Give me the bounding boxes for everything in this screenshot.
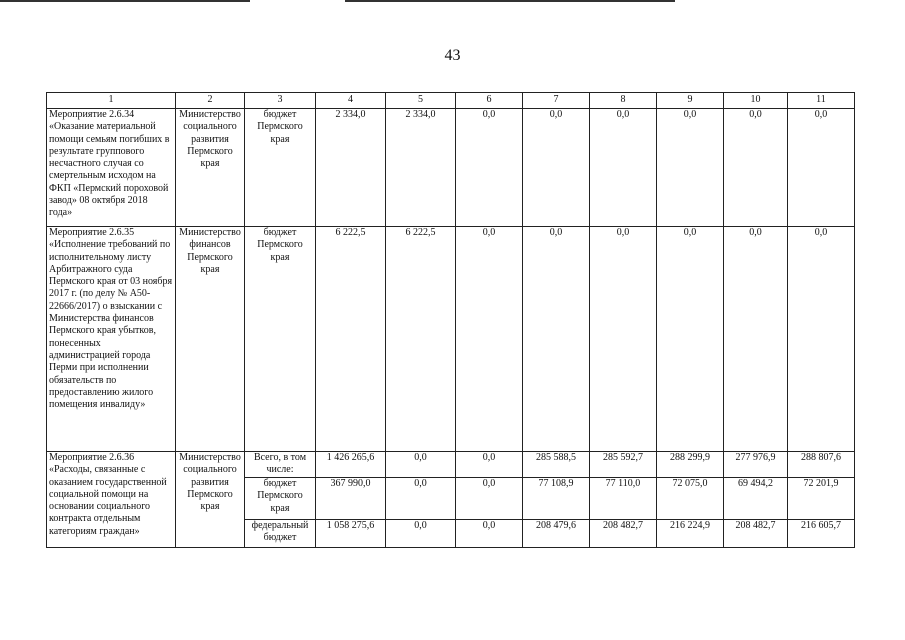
value-cell: 6 222,5 [316, 227, 386, 452]
header-cell: 2 [176, 93, 245, 109]
value-cell: 0,0 [657, 227, 724, 452]
value-cell: 288 807,6 [788, 452, 855, 478]
value-cell: 277 976,9 [724, 452, 788, 478]
value-cell: 367 990,0 [316, 478, 386, 520]
value-cell: 0,0 [788, 109, 855, 227]
value-cell: 6 222,5 [386, 227, 456, 452]
value-cell: 69 494,2 [724, 478, 788, 520]
value-cell: 216 605,7 [788, 520, 855, 548]
value-cell: 0,0 [724, 109, 788, 227]
table-row [47, 452, 855, 478]
value-cell: 0,0 [590, 109, 657, 227]
value-cell: 0,0 [386, 452, 456, 478]
header-cell: 8 [590, 93, 657, 109]
value-cell: 1 058 275,6 [316, 520, 386, 548]
value-cell: 0,0 [590, 227, 657, 452]
value-cell: 0,0 [386, 520, 456, 548]
source-cell: федеральный бюджет [245, 520, 316, 548]
value-cell: 2 334,0 [316, 109, 386, 227]
executor-cell: Министерство социального развития Пермского края [176, 452, 245, 548]
value-cell: 0,0 [456, 520, 523, 548]
header-cell: 3 [245, 93, 316, 109]
event-cell: Мероприятие 2.6.35 «Исполнение требований по исполнительному листу Арбитражного суда Пермского края от 03 ноября 2017 г. (по делу № А50-22666/2017) о взыскании с Министерства финансов Пермского края убытков, понесенных администрацией города Перми при исполнении обязательств по предоставлению жилого помещения инвалиду» [47, 227, 176, 452]
source-cell: бюджет Пермского края [245, 478, 316, 520]
table-row [47, 227, 855, 452]
value-cell: 1 426 265,6 [316, 452, 386, 478]
header-row [47, 93, 855, 109]
value-cell: 0,0 [386, 478, 456, 520]
header-cell: 4 [316, 93, 386, 109]
executor-cell: Министерство социального развития Пермского края [176, 109, 245, 227]
header-cell: 11 [788, 93, 855, 109]
value-cell: 2 334,0 [386, 109, 456, 227]
event-cell: Мероприятие 2.6.34 «Оказание материальной помощи семьям погибших в результате группового несчастного случая со смертельным исходом на ФКП «Пермский пороховой завод» 08 октября 2018 года» [47, 109, 176, 227]
header-cell: 10 [724, 93, 788, 109]
value-cell: 77 108,9 [523, 478, 590, 520]
source-cell: бюджет Пермского края [245, 227, 316, 452]
value-cell: 0,0 [523, 109, 590, 227]
page-number: 43 [444, 47, 461, 64]
source-cell: бюджет Пермского края [245, 109, 316, 227]
value-cell: 0,0 [456, 478, 523, 520]
header-cell: 6 [456, 93, 523, 109]
value-cell: 0,0 [456, 452, 523, 478]
header-cell: 1 [47, 93, 176, 109]
header-cell: 5 [386, 93, 456, 109]
value-cell: 208 482,7 [590, 520, 657, 548]
value-cell: 77 110,0 [590, 478, 657, 520]
value-cell: 0,0 [456, 109, 523, 227]
value-cell: 72 075,0 [657, 478, 724, 520]
executor-cell: Министерство финансов Пермского края [176, 227, 245, 452]
value-cell: 208 479,6 [523, 520, 590, 548]
value-cell: 208 482,7 [724, 520, 788, 548]
value-cell: 0,0 [788, 227, 855, 452]
value-cell: 288 299,9 [657, 452, 724, 478]
value-cell: 216 224,9 [657, 520, 724, 548]
value-cell: 285 592,7 [590, 452, 657, 478]
value-cell: 72 201,9 [788, 478, 855, 520]
budget-table [46, 92, 855, 548]
value-cell: 0,0 [657, 109, 724, 227]
value-cell: 0,0 [724, 227, 788, 452]
event-cell: Мероприятие 2.6.36 «Расходы, связанные с оказанием государственной социальной помощи на основании социального контракта отдельным категориям граждан» [47, 452, 176, 548]
header-cell: 7 [523, 93, 590, 109]
header-cell: 9 [657, 93, 724, 109]
source-cell: Всего, в том числе: [245, 452, 316, 478]
scan-edge-left [0, 0, 250, 2]
value-cell: 285 588,5 [523, 452, 590, 478]
value-cell: 0,0 [523, 227, 590, 452]
value-cell: 0,0 [456, 227, 523, 452]
scan-edge-right [345, 0, 675, 2]
table-row [47, 109, 855, 227]
